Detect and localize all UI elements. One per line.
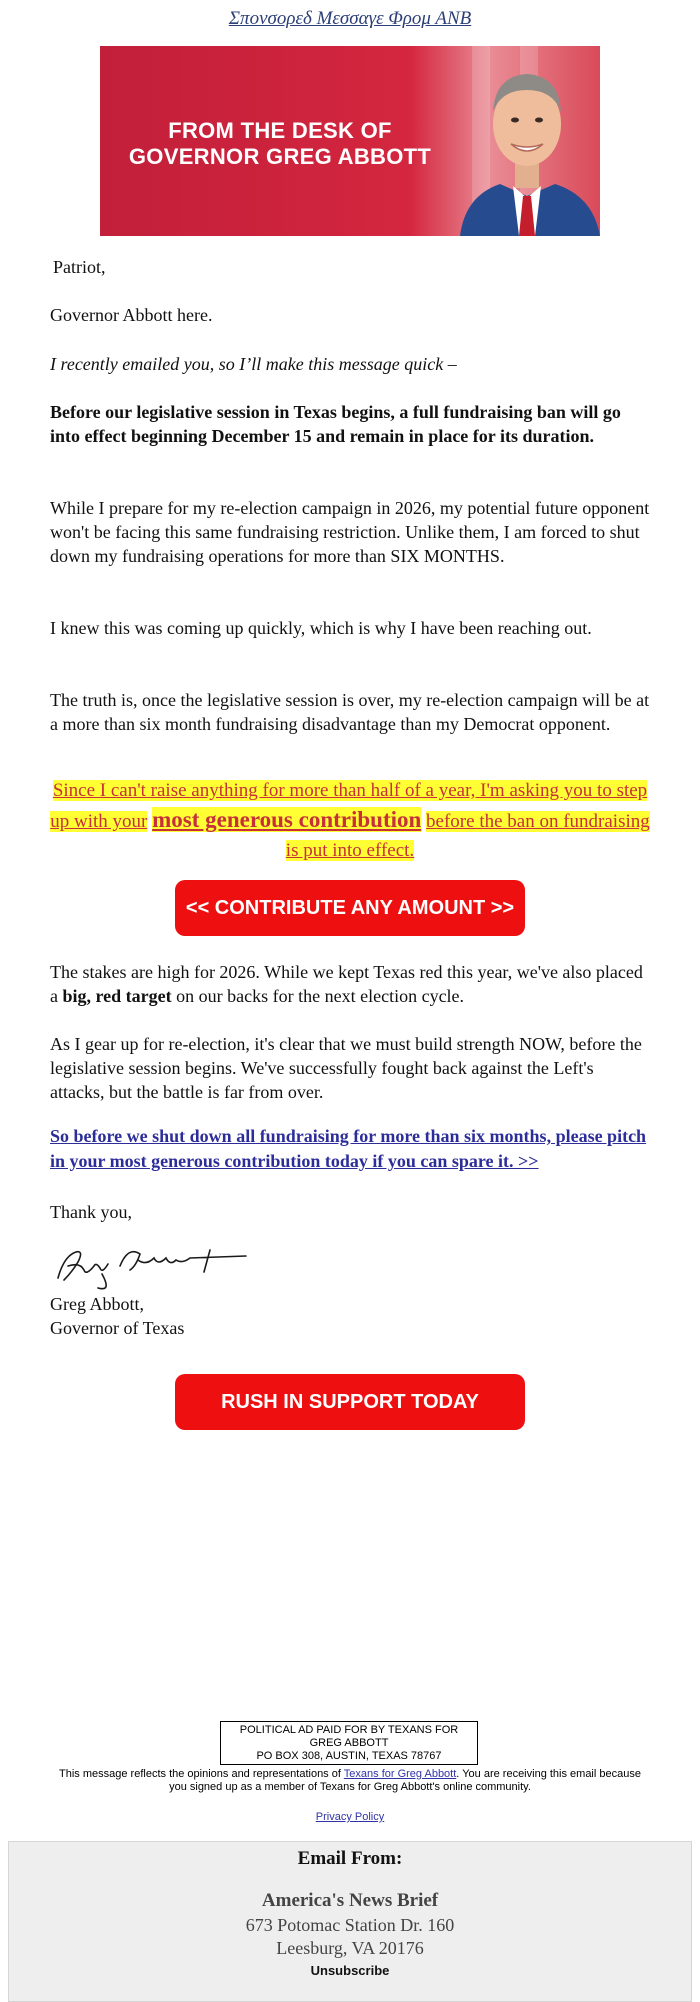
- highlight-emphasis: most generous contribution: [152, 807, 422, 832]
- signature-image: [50, 1236, 250, 1292]
- highlight-text-1: Since I can't raise anything for more than half of a year, I'm asking you to step up with your: [50, 780, 648, 832]
- disclaimer-box-line-3: PO BOX 308, AUSTIN, TEXAS 78767: [256, 1750, 442, 1762]
- stakes-bold: big, red target: [62, 986, 172, 1006]
- footer-org-name: America's News Brief: [261, 1890, 439, 1911]
- governor-portrait-image: [455, 46, 600, 236]
- stakes-text-1: The stakes are high for 2026. While we kept Texas red this year, we've also placed a: [50, 962, 643, 1006]
- disclaimer-box-line-2: GREG ABBOTT: [309, 1737, 389, 1749]
- unsubscribe-link[interactable]: Unsubscribe: [310, 1963, 390, 1978]
- disclaimer-text-after: . You are receiving this email because you signed up as a member of Texans for Greg Abbott's online community.: [169, 1768, 641, 1793]
- disclaimer-text: [55, 1768, 645, 1794]
- texans-for-greg-abbott-link[interactable]: Texans for Greg Abbott: [343, 1768, 457, 1780]
- sponsored-message-link[interactable]: Σπονσορεδ Μεσσαγε Φρομ ΑΝΒ: [228, 8, 472, 29]
- stakes-text-2: on our backs for the next election cycle.: [171, 986, 465, 1006]
- signer-name: Greg Abbott,: [50, 1294, 144, 1314]
- greeting: Patriot,: [53, 257, 106, 277]
- disclaimer-text-before: This message reflects the opinions and representations of: [59, 1768, 344, 1780]
- disclaimer-box-line-1: POLITICAL AD PAID FOR BY TEXANS FOR: [239, 1724, 459, 1736]
- footer-heading: Email From:: [297, 1848, 403, 1869]
- banner-heading: [100, 118, 460, 170]
- contribute-any-amount-button[interactable]: << CONTRIBUTE ANY AMOUNT >>: [175, 880, 525, 936]
- paragraph-gear-up: As I gear up for re-election, it's clear that we must build strength NOW, before the legislative session begins. We've successfully fought back against the Left's attacks, but the battle is far from over.: [50, 1034, 642, 1102]
- banner-line-1: FROM THE DESK OF: [168, 118, 392, 143]
- paragraph-truth: The truth is, once the legislative session is over, my re-election campaign will be at a more than six month fundraising disadvantage than my Democrat opponent.: [50, 690, 650, 734]
- quick-note: I recently emailed you, so I’ll make this message quick –: [50, 354, 457, 374]
- highlight-appeal-link[interactable]: [50, 776, 650, 865]
- intro-line: Governor Abbott here.: [50, 305, 213, 325]
- footer-address-line-1: 673 Potomac Station Dr. 160: [245, 1915, 455, 1935]
- governor-banner[interactable]: [100, 46, 600, 236]
- political-ad-disclaimer-box: [220, 1721, 478, 1765]
- generous-contribution-link[interactable]: So before we shut down all fundraising for more than six months, please pitch in your most generous contribution today if you can spare it. >>: [50, 1126, 647, 1171]
- signer-title: Governor of Texas: [50, 1318, 185, 1338]
- paragraph-stakes: [50, 960, 650, 1008]
- paragraph-reelection: While I prepare for my re-election campaign in 2026, my potential future opponent won't be facing this same fundraising restriction. Unlike them, I am forced to shut down my fundraising operations for more than SIX MONTHS.: [50, 498, 650, 566]
- footer-address-line-2: Leesburg, VA 20176: [276, 1938, 424, 1958]
- highlight-text-2: before the ban on fundraising is put into effect.: [285, 811, 650, 861]
- banner-line-2: GOVERNOR GREG ABBOTT: [128, 144, 432, 169]
- rush-in-support-button[interactable]: RUSH IN SUPPORT TODAY: [175, 1374, 525, 1430]
- closing: Thank you,: [50, 1202, 132, 1222]
- email-from-footer: [8, 1841, 692, 2002]
- privacy-policy-link[interactable]: Privacy Policy: [315, 1811, 385, 1823]
- ban-notice: Before our legislative session in Texas begins, a full fundraising ban will go into effect beginning December 15 and remain in place for its duration.: [50, 402, 621, 446]
- paragraph-knew: I knew this was coming up quickly, which is why I have been reaching out.: [50, 618, 592, 638]
